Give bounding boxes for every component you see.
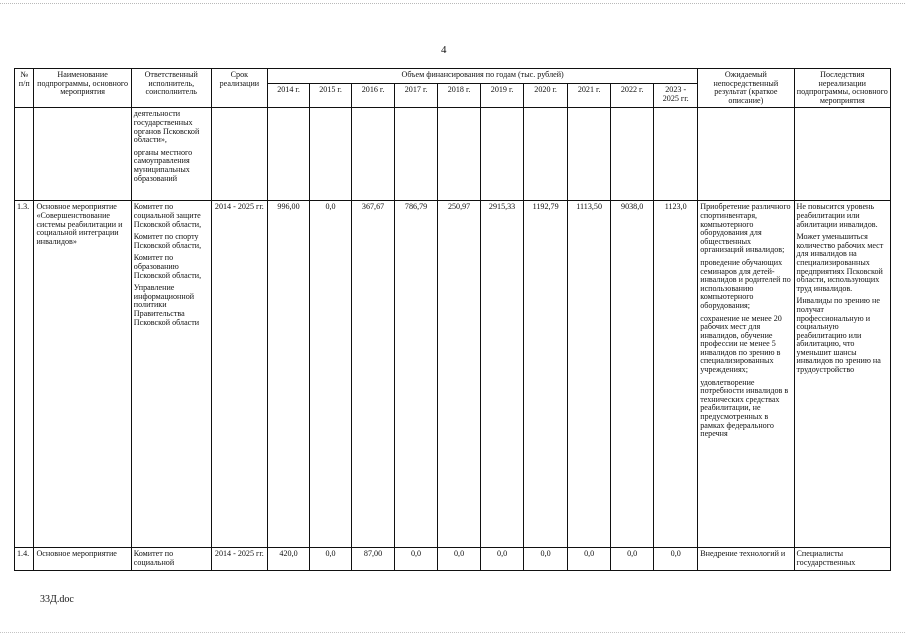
cell-value: 0,0 <box>524 548 568 570</box>
cell-value: 0,0 <box>481 548 524 570</box>
cell-empty <box>15 108 34 201</box>
cell-value: 9038,0 <box>611 201 654 548</box>
cell-empty <box>211 108 267 201</box>
cell-executor <box>131 108 211 201</box>
cell-empty <box>698 108 794 201</box>
program-measures-table <box>14 68 891 571</box>
cell-empty <box>268 108 310 201</box>
cell-value: 1192,79 <box>524 201 568 548</box>
cell-consequences <box>794 201 890 548</box>
cell-empty <box>352 108 395 201</box>
cell-num: 1.4. <box>15 548 34 570</box>
cell-empty <box>34 108 131 201</box>
cell-value: 2915,33 <box>481 201 524 548</box>
executor-item: Комитет по социальной защите Псковской области, <box>133 202 202 229</box>
cell-empty <box>794 108 890 201</box>
document-filename: 33Д.doc <box>40 594 74 605</box>
cell-num: 1.3. <box>15 201 34 548</box>
cell-value: 1113,50 <box>568 201 611 548</box>
scan-edge-bottom <box>0 632 905 635</box>
cell-executor: Комитет по социальной <box>131 548 211 570</box>
cell-value: 786,79 <box>395 201 438 548</box>
consequence-item: Инвалиды по зрению не получат профессиональную и социальную реабилитацию или абилитацию, что уменьшит шансы инвалидов по зрению на трудоустройство <box>796 296 881 375</box>
cell-empty <box>310 108 352 201</box>
page-number: 4 <box>441 44 447 56</box>
col-consequences-header: Последствия нереализации подпрограммы, основного мероприятия <box>794 69 890 108</box>
cell-value: 0,0 <box>654 548 698 570</box>
cell-value: 0,0 <box>438 548 481 570</box>
cell-empty <box>438 108 481 201</box>
cell-value: 996,00 <box>268 201 310 548</box>
col-name-header: Наименование подпрограммы, основного мероприятия <box>34 69 131 108</box>
cell-value: 87,00 <box>352 548 395 570</box>
cell-empty <box>395 108 438 201</box>
scan-edge-top <box>0 3 905 6</box>
result-item: сохранение не менее 20 рабочих мест для инвалидов, обучение профессии не менее 5 инвалидов по зрению в специализированных учреждениях; <box>700 313 782 375</box>
year-header: 2014 г. <box>268 83 310 107</box>
cell-name: Основное мероприятие <box>34 548 131 570</box>
cell-value: 367,67 <box>352 201 395 548</box>
year-header: 2019 г. <box>481 83 524 107</box>
cell-executor <box>131 201 211 548</box>
cell-result: Внедрение технологий и <box>698 548 794 570</box>
cell-term: 2014 - 2025 гг. <box>211 201 267 548</box>
funding-header: Объем финансирования по годам (тыс. рублей) <box>268 69 698 84</box>
year-header: 2020 г. <box>524 83 568 107</box>
cell-name: Основное мероприятие «Совершенствование системы реабилитации и социальной интеграции инвалидов» <box>34 201 131 548</box>
cell-value: 250,97 <box>438 201 481 548</box>
year-header: 2016 г. <box>352 83 395 107</box>
year-header: 2021 г. <box>568 83 611 107</box>
cell-value: 420,0 <box>268 548 310 570</box>
result-item: проведение обучающих семинаров для детей-инвалидов и родителей по использованию компьютерного оборудования; <box>700 257 791 310</box>
year-header: 2018 г. <box>438 83 481 107</box>
executor-item: Комитет по образованию Псковской области, <box>133 253 202 280</box>
cell-empty <box>611 108 654 201</box>
cell-value: 1123,0 <box>654 201 698 548</box>
year-header: 2015 г. <box>310 83 352 107</box>
cell-result <box>698 201 794 548</box>
executor-item: деятельности государственных органов Псковской области», <box>133 109 200 145</box>
header-row-1 <box>15 69 891 84</box>
year-header: 2017 г. <box>395 83 438 107</box>
cell-empty <box>568 108 611 201</box>
cell-value: 0,0 <box>611 548 654 570</box>
col-result-header: Ожидаемый непосредственный результат (краткое описание) <box>698 69 794 108</box>
table-row-1-4 <box>15 548 891 570</box>
executor-item: органы местного самоуправления муниципальных образований <box>133 147 193 183</box>
result-item: удовлетворение потребности инвалидов в технических средствах реабилитации, не предусмотренных в рамках федерального перечня <box>700 377 789 439</box>
cell-value: 0,0 <box>310 201 352 548</box>
table-row-continuation <box>15 108 891 201</box>
cell-empty <box>654 108 698 201</box>
cell-empty <box>481 108 524 201</box>
cell-value: 0,0 <box>568 548 611 570</box>
cell-term: 2014 - 2025 гг. <box>211 548 267 570</box>
result-item: Приобретение различного спортинвентаря, компьютерного оборудования для общественных организаций инвалидов; <box>700 202 791 255</box>
col-num-header: № п/п <box>15 69 34 108</box>
cell-value: 0,0 <box>310 548 352 570</box>
table-row-1-3 <box>15 201 891 548</box>
consequence-item: Может уменьшиться количество рабочих мест для инвалидов на специализированных предприятиях Псковской области, использующих труд инвалидов. <box>796 232 884 293</box>
col-executor-header: Ответственный исполнитель, соисполнитель <box>131 69 211 108</box>
executor-item: Управление информационной политики Правительства Псковской области <box>133 283 200 327</box>
year-header: 2022 г. <box>611 83 654 107</box>
year-header: 2023 - 2025 гг. <box>654 83 698 107</box>
cell-consequences: Специалисты государственных <box>794 548 890 570</box>
cell-empty <box>524 108 568 201</box>
cell-value: 0,0 <box>395 548 438 570</box>
col-term-header: Срок реализации <box>211 69 267 108</box>
consequence-item: Не повысится уровень реабилитации или абилитации инвалидов. <box>796 202 878 229</box>
executor-item: Комитет по спорту Псковской области, <box>133 232 202 250</box>
